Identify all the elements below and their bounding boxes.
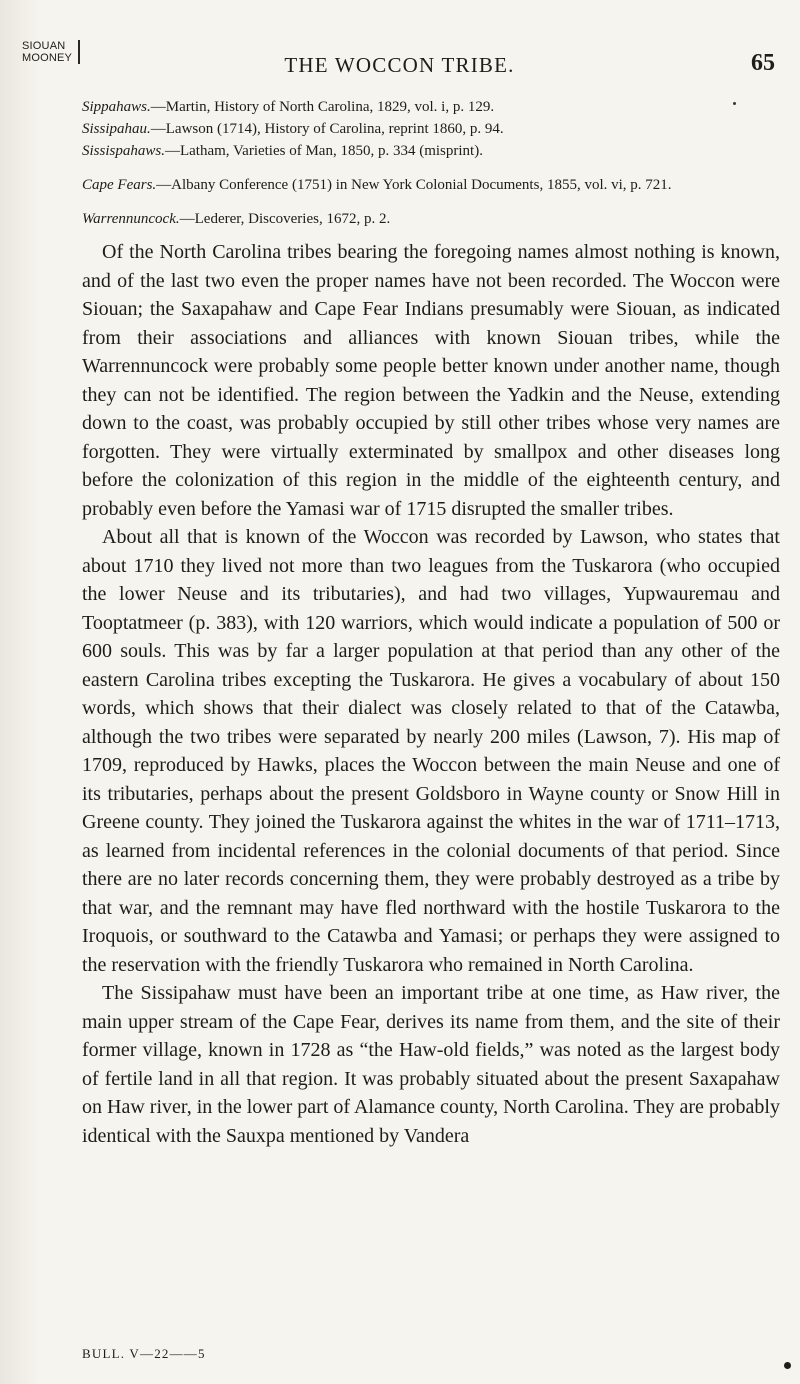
source-line — [82, 96, 780, 118]
running-head-top: SIOUAN — [22, 40, 66, 52]
source-text: —Albany Conference (1751) in New York Colonial Documents, 1855, vol. vi, p. 721. — [156, 177, 672, 193]
source-line — [82, 118, 780, 140]
paragraph: About all that is known of the Woccon was recorded by Lawson, who states that about 1710 they lived not more than two leagues from the Tuskarora (who occupied the lower Neuse and its tributaries), and had two villages, Yupwauremau and Tooptatmeer (p. 383), with 120 warriors, which would indicate a population of 500 or 600 souls. This was by far a larger population at that period than any other of the eastern Carolina tribes excepting the Tuskarora. He gives a vocabulary of about 150 words, which shows that their dialect was closely related to that of the Catawba, although the two tribes were separated by nearly 200 miles (Lawson, 7). His map of 1709, reproduced by Hawks, places the Woccon between the main Neuse and one of its tributaries, perhaps about the present Goldsboro in Wayne county or Snow Hill in Greene county. They joined the Tuskarora against the whites in the war of 1711–1713, as learned from incidental references in the colonial documents of that period. Since there are no later records concerning them, they were probably destroyed as a tribe by that war, and the remnant may have fled northward with the hostile Tuskarora to the Iroquois, or southward to the Catawba and Yamasi; or perhaps they were assigned to the reservation with the friendly Tuskarora who remained in North Carolina. — [82, 526, 780, 976]
sources-gap — [82, 162, 780, 174]
signature-line: BULL. V—22——5 — [82, 1346, 206, 1361]
source-text: —Martin, History of North Carolina, 1829, vol. i, p. 129. — [150, 99, 495, 115]
ink-dot — [784, 1362, 791, 1369]
paragraph: Of the North Carolina tribes bearing the foregoing names almost nothing is known, and of the last two even the proper names have not been recorded. The Woccon were Siouan; the Saxapahaw and Cape Fear Indians presumably were Siouan, as indicated from their associations and alliances with known Siouan tribes, while the Warrennuncock were probably some people better known under another name, though they can not be identified. The region between the Yadkin and the Neuse, extending down to the coast, was probably occupied by still other tribes whose very names are forgotten. They were virtually exterminated by smallpox and other diseases long before the colonization of this region in the middle of the eighteenth century, and probably even before the Yamasi war of 1715 disrupted the smaller tribes. — [82, 241, 780, 520]
source-line — [82, 208, 780, 230]
sources-gap — [82, 196, 780, 208]
source-term: Cape Fears. — [82, 177, 157, 193]
source-term: Sippahaws. — [82, 99, 151, 115]
body-text — [82, 238, 780, 1150]
running-head-bottom: MOONEY — [22, 52, 73, 64]
source-term: Warrennuncock. — [82, 211, 180, 227]
page-header — [22, 40, 777, 90]
source-text: —Lawson (1714), History of Carolina, reprint 1860, p. 94. — [150, 121, 504, 137]
sources-list — [82, 96, 780, 230]
page-title: THE WOCCON TRIBE. — [284, 53, 515, 77]
paragraph: The Sissipahaw must have been an important tribe at one time, as Haw river, the main upper stream of the Cape Fear, derives its name from them, and the site of their former village, known in 1728 as “the Haw-old fields,” was noted as the largest body of fertile land in all that region. It was probably situated about the present Saxapahaw on Haw river, in the lower part of Alamance county, North Carolina. They are probably identical with the Sauxpa mentioned by Vandera — [82, 982, 780, 1147]
source-line — [82, 174, 780, 196]
source-term: Sissipahau. — [82, 121, 151, 137]
source-text: —Latham, Varieties of Man, 1850, p. 334 (misprint). — [164, 143, 483, 159]
source-text: —Lederer, Discoveries, 1672, p. 2. — [179, 211, 391, 227]
page-content — [82, 96, 780, 1150]
ink-speck — [733, 102, 736, 105]
page-number: 65 — [751, 50, 775, 76]
source-line — [82, 140, 780, 162]
source-term: Sissispahaws. — [82, 143, 165, 159]
